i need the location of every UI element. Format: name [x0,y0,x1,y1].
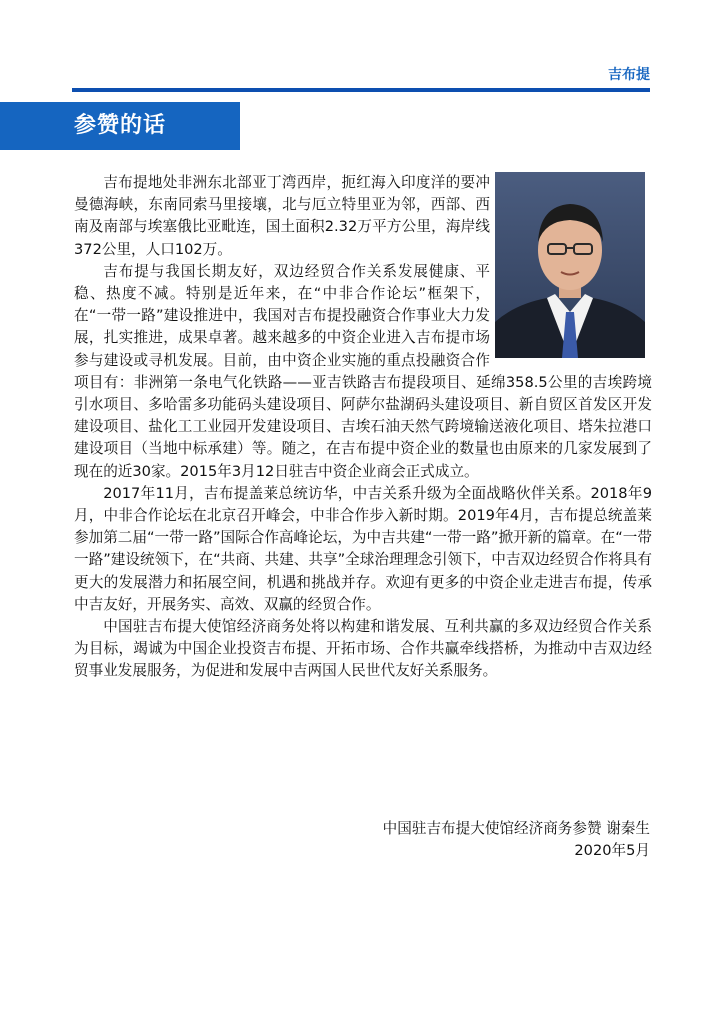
header-divider [72,88,650,92]
paragraph-relations: 2017年11月，吉布提盖莱总统访华，中吉关系升级为全面战略伙伴关系。2018年9月，中非合作论坛在北京召开峰会，中非合作步入新时期。2019年4月，吉布提总统盖莱参加第二届“一带一路”国际合作高峰论坛，为中吉共建“一带一路”掀开新的篇章。在“一带一路”建设统领下，在“共商、共建、共享”全球治理理念引领下，中吉双边经贸合作将具有更大的发展潜力和拓展空间，机遇和挑战并存。欢迎有更多的中资企业走进吉布提，传承中吉友好，开展务实、高效、双赢的经贸合作。 [74,484,652,613]
signature-block [383,818,650,862]
header-country-label: 吉布提 [608,67,650,83]
body-text [74,172,652,683]
signature-date: 2020年5月 [574,842,650,860]
page-title: 参赞的话 [0,102,240,150]
paragraph-cooperation: 吉布提与我国长期友好，双边经贸合作关系发展健康、平稳、热度不减。特别是近年来，在“中非合作论坛”框架下，在“一带一路”建设推进中，我国对吉布提投融资合作事业大力发展，扎实推进，成果卓著。越来越多的中资企业进入吉布提市场参与建设或寻机发展。目前，由中资企业实施的重点投融资合作项目有：非洲第一条电气化铁路——亚吉铁路吉布提段项目、延绵358.5公里的吉埃跨境引水项目、多哈雷多功能码头建设项目、阿萨尔盐湖码头建设项目、新自贸区首发区开发建设项目、盐化工工业园开发建设项目、吉埃石油天然气跨境输送液化项目、塔朱拉港口建设项目（当地中标承建）等。随之，在吉布提中资企业的数量也由原来的几家发展到了现在的近30家。2015年3月12日驻吉中资企业商会正式成立。 [74,262,652,480]
paragraph-intro: 吉布提地处非洲东北部亚丁湾西岸，扼红海入印度洋的要冲曼德海峡，东南同索马里接壤，北与厄立特里亚为邻，西部、西南及南部与埃塞俄比亚毗连，国土面积2.32万平方公里，海岸线372公里，人口102万。 [74,174,490,258]
portrait-spacer [490,172,652,364]
paragraph-mission: 中国驻吉布提大使馆经济商务处将以构建和谐发展、互利共赢的多双边经贸合作关系为目标，竭诚为中国企业投资吉布提、开拓市场、合作共赢牵线搭桥，为推动中吉双边经贸事业发展服务，为促进和发展中吉两国人民世代友好关系服务。 [74,618,652,680]
signature-author: 中国驻吉布提大使馆经济商务参赞 谢秦生 [382,820,650,837]
